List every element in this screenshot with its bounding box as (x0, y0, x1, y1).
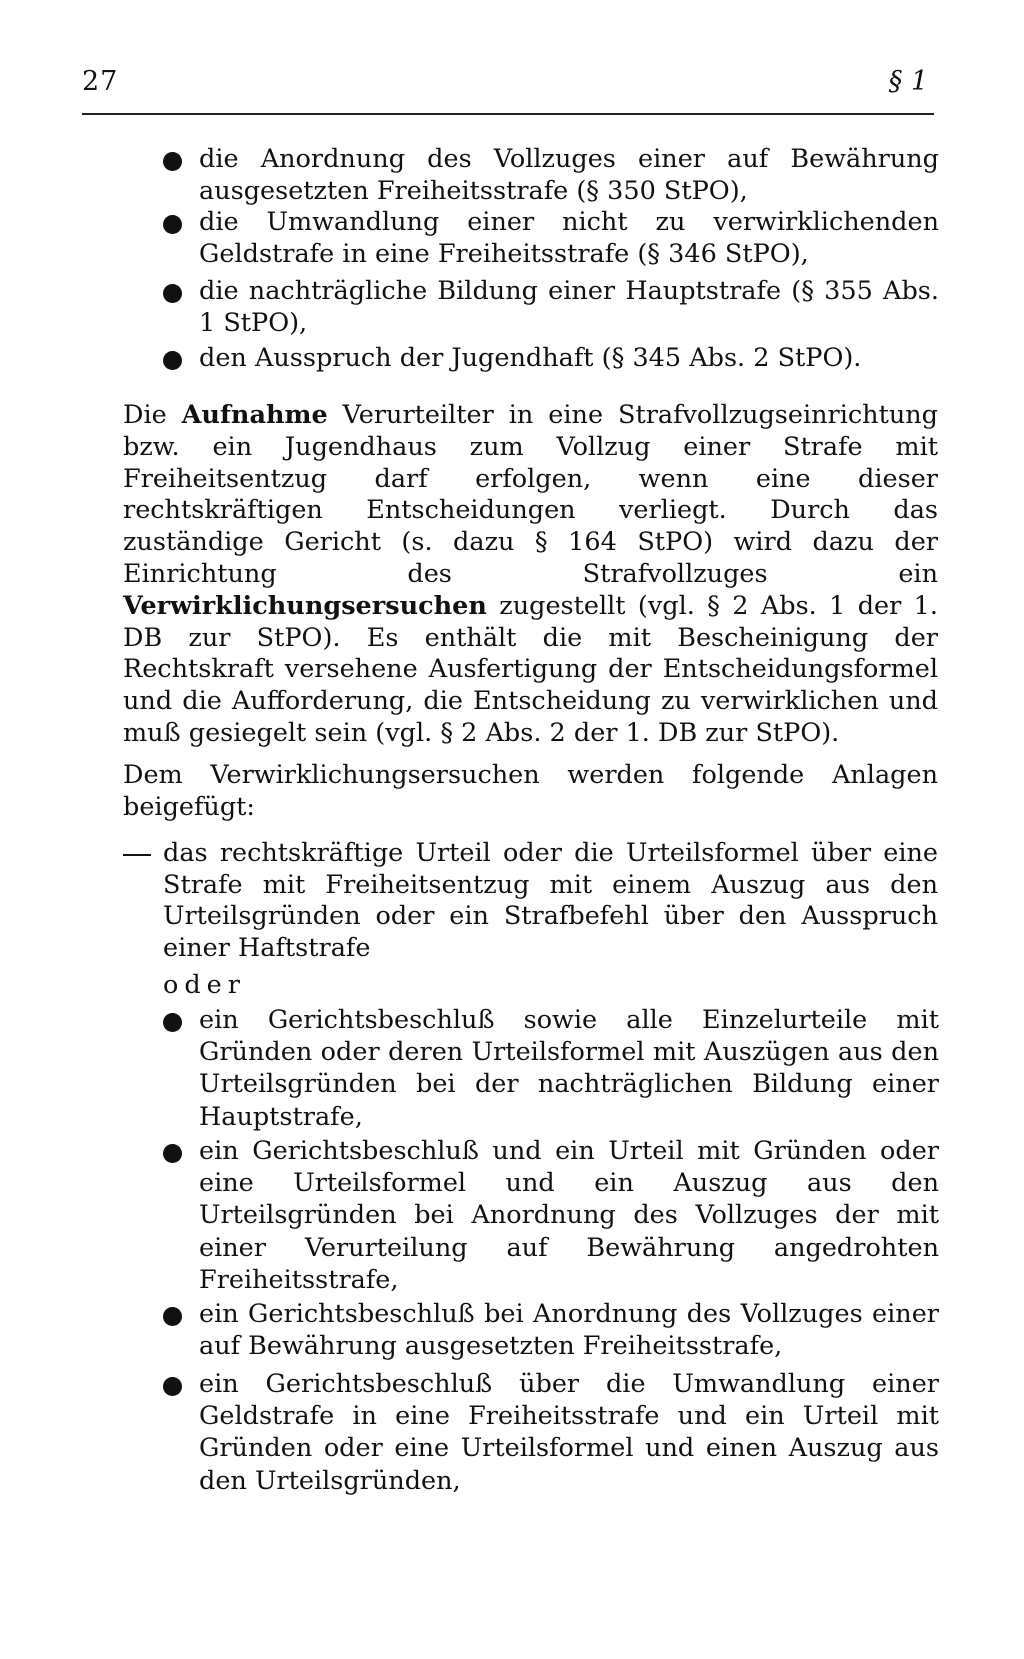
bullet-icon (163, 284, 182, 303)
emphasis-term: Verwirklichungsersuchen (123, 590, 487, 621)
bullet-icon (163, 152, 182, 171)
list-item-text: ein Gerichtsbeschluß über die Umwandlung einer Geldstrafe in eine Freiheitsstrafe und ein Urteil mit Gründen oder eine Urteilsformel und einen Auszug aus den Urteilsgründen, (199, 1369, 939, 1496)
bullet-icon (163, 1377, 182, 1396)
paragraph-text: zugestellt (vgl. § 2 Abs. 1 der 1. DB zur StPO). Es enthält die mit Bescheinigung der Rechtskraft versehene Ausfertigung der Entscheidungsformel und die Aufforderung, die Entscheidung zu verwirklichen und muß gesiegelt sein (vgl. § 2 Abs. 2 der 1. DB zur StPO). (123, 590, 938, 748)
page-header (82, 66, 934, 106)
list-item-text: ein Gerichtsbeschluß bei Anordnung des Vollzuges einer auf Bewährung ausgesetzten Freiheitsstrafe, (199, 1299, 939, 1362)
oder-label: oder (163, 970, 246, 1000)
list-item-text: das rechtskräftige Urteil oder die Urteilsformel über eine Strafe mit Freiheitsentzug mit einem Auszug aus den Urteilsgründen oder ein Strafbefehl über den Ausspruch einer Haftstrafe (163, 838, 938, 963)
list-item-text: die Umwandlung einer nicht zu verwirklichenden Geldstrafe in eine Freiheitsstrafe (§ 346 StPO), (199, 207, 939, 270)
header-rule (82, 113, 934, 115)
bullet-icon (163, 1013, 182, 1032)
page-number: 27 (82, 66, 119, 97)
paragraph-text: Verurteilter in eine Strafvollzugseinrichtung bzw. ein Jugendhaus zum Vollzug einer Strafe mit Freiheitsentzug darf erfolgen, wenn eine dieser rechtskräftigen Entscheidungen verliegt. Durch das zuständige Gericht (s. dazu § 164 StPO) wird dazu der Einrichtung des Strafvollzuges ein (123, 400, 939, 589)
bullet-icon (163, 215, 182, 234)
bullet-icon (163, 351, 182, 370)
list-item-text: die Anordnung des Vollzuges einer auf Bewährung ausgesetzten Freiheitsstrafe (§ 350 StPO), (199, 144, 939, 207)
body-paragraph: Dem Verwirklichungsersuchen werden folgende Anlagen beigefügt: (123, 760, 938, 822)
paragraph-text: Die (123, 400, 182, 430)
bullet-icon (163, 1307, 182, 1326)
bullet-icon (163, 1144, 182, 1163)
dash-marker (123, 854, 151, 856)
list-item-text: ein Gerichtsbeschluß sowie alle Einzelurteile mit Gründen oder deren Urteilsformel mit Auszügen aus den Urteilsgründen bei der nachträglichen Bildung einer Hauptstrafe, (199, 1005, 939, 1132)
emphasis-term: Aufnahme (181, 400, 328, 430)
list-item-text: den Ausspruch der Jugendhaft (§ 345 Abs. 2 StPO). (199, 343, 862, 373)
list-item-text: die nachträgliche Bildung einer Hauptstrafe (§ 355 Abs. 1 StPO), (199, 276, 939, 339)
body-paragraph (123, 400, 938, 750)
list-item-text: ein Gerichtsbeschluß und ein Urteil mit Gründen oder eine Urteilsformel und ein Auszug aus den Urteilsgründen bei Anordnung des Vollzuges der mit einer Verurteilung auf Bewährung angedrohten Freiheitsstrafe, (199, 1136, 939, 1295)
section-marker: § 1 (888, 66, 928, 97)
